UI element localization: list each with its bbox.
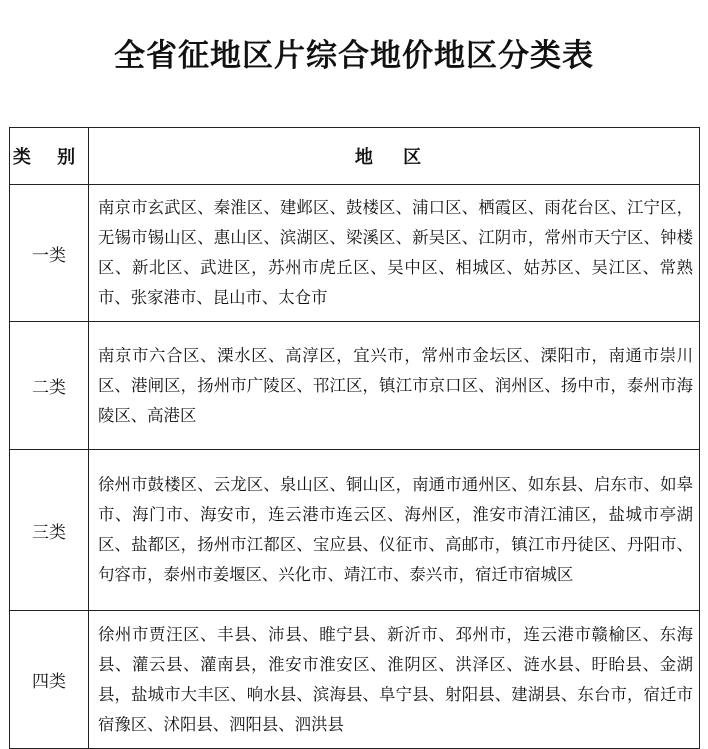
page-title: 全省征地区片综合地价地区分类表 (114, 38, 594, 74)
category-cell: 四类 (10, 611, 89, 749)
regions-cell: 徐州市鼓楼区、云龙区、泉山区、铜山区，南通市通州区、如东县、启东市、如皋市、海门市、海安市，连云港市连云区、海州区，淮安市清江浦区，盐城市亭湖区、盐都区，扬州市江都区、宝应县、仪征市、高邮市，镇江市丹徒区、丹阳市、句容市，泰州市姜堰区、兴化市、靖江市、泰兴市，宿迁市宿城区 (89, 450, 700, 611)
table-row (10, 450, 700, 611)
table-row (10, 185, 700, 322)
category-cell: 二类 (10, 322, 89, 450)
regions-cell: 南京市六合区、溧水区、高淳区，宜兴市，常州市金坛区、溧阳市，南通市崇川区、港闸区，扬州市广陵区、邗江区，镇江市京口区、润州区、扬中市，泰州市海陵区、高港区 (89, 322, 700, 450)
table-row (10, 611, 700, 749)
category-cell: 一类 (10, 185, 89, 322)
header-category: 类 别 (10, 128, 89, 185)
regions-cell: 徐州市贾汪区、丰县、沛县、睢宁县、新沂市、邳州市，连云港市赣榆区、东海县、灌云县、灌南县，淮安市淮安区、淮阴区、洪泽区、涟水县、盱眙县、金湖县，盐城市大丰区、响水县、滨海县、阜宁县、射阳县、建湖县、东台市，宿迁市宿豫区、沭阳县、泗阳县、泗洪县 (89, 611, 700, 749)
header-regions: 地 区 (89, 128, 700, 185)
table-header-row (10, 128, 700, 185)
region-classification-table (9, 127, 700, 749)
regions-cell: 南京市玄武区、秦淮区、建邺区、鼓楼区、浦口区、栖霞区、雨花台区、江宁区，无锡市锡山区、惠山区、滨湖区、梁溪区、新吴区、江阴市，常州市天宁区、钟楼区、新北区、武进区，苏州市虎丘区、吴中区、相城区、姑苏区、吴江区、常熟市、张家港市、昆山市、太仓市 (89, 185, 700, 322)
category-cell: 三类 (10, 450, 89, 611)
table-row (10, 322, 700, 450)
